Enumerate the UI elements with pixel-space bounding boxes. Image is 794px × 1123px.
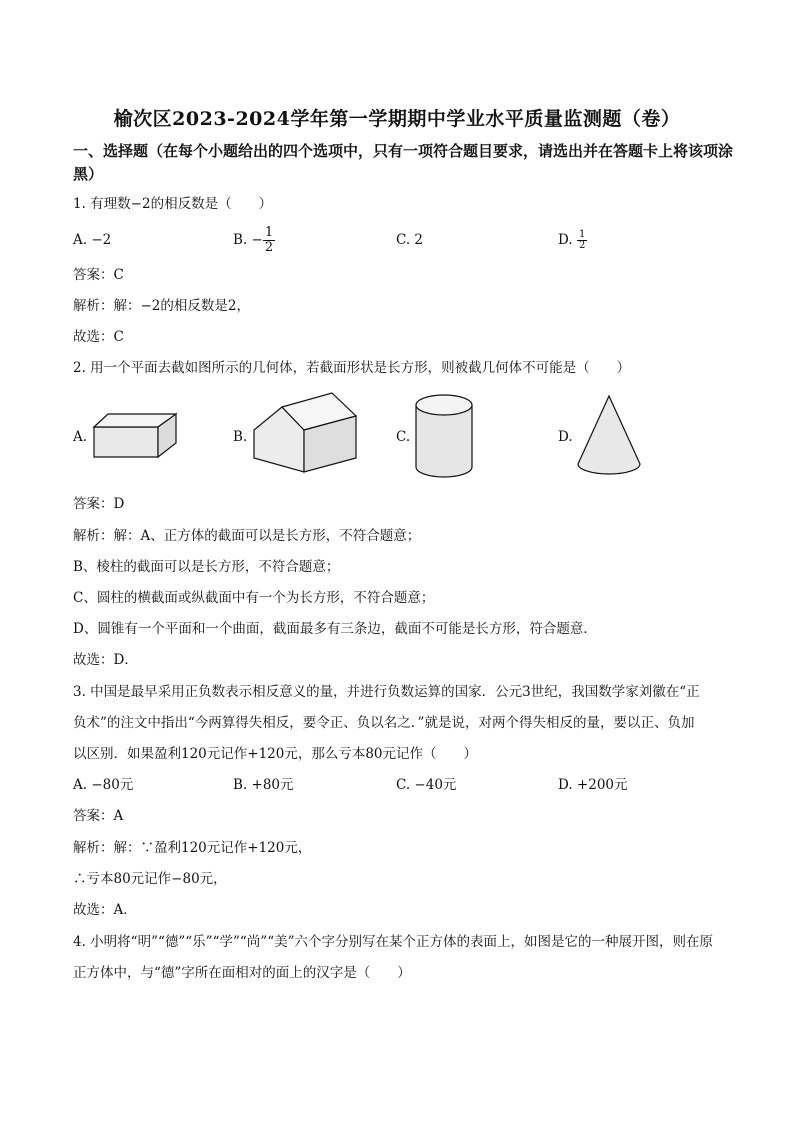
q3-analysis-1: 解析：解：∵盈利120元记作+120元， (73, 840, 312, 856)
q2-analysis-b: B、棱柱的截面可以是长方形，不符合题意； (73, 559, 340, 575)
q3-option-b: B. +80元 (233, 777, 294, 793)
q1-option-b-prefix: B. − (233, 232, 263, 248)
q1-option-b (233, 222, 275, 258)
q1-option-b-denominator: 2 (264, 240, 274, 255)
q3-option-c: C. −40元 (396, 777, 457, 793)
cone-figure (576, 394, 642, 478)
q3-option-a: A. −80元 (73, 777, 134, 793)
q1-option-d (558, 226, 587, 254)
q2-option-b: B. (233, 429, 248, 445)
q2-analysis-d: D、圆锥有一个平面和一个曲面，截面最多有三条边，截面不可能是长方形，符合题意． (73, 621, 597, 637)
q3-answer: 答案：A (73, 808, 124, 824)
q2-answer: 答案：D (73, 496, 125, 512)
q1-option-a: A. −2 (73, 232, 112, 248)
q1-option-d-fraction (577, 230, 587, 251)
q1-option-b-fraction (263, 226, 275, 255)
q2-analysis-c: C、圆柱的横截面或纵截面中有一个为长方形，不符合题意； (73, 590, 435, 606)
q2-option-c: C. (396, 429, 411, 445)
q1-analysis: 解析：解：−2的相反数是2， (73, 298, 250, 314)
question-3-stem-line1: 3. 中国是最早采用正负数表示相反意义的量，并进行负数运算的国家．公元3世纪，我国数学家刘徽在“正 (73, 684, 700, 700)
q1-option-b-numerator: 1 (264, 225, 274, 240)
page-title: 榆次区2023-2024学年第一学期期中学业水平质量监测题（卷） (113, 108, 681, 130)
q1-option-d-denominator: 2 (578, 240, 586, 251)
q1-option-d-prefix: D. (558, 232, 577, 248)
question-3-stem-line3: 以区别．如果盈利120元记作+120元，那么亏本80元记作（ ） (73, 746, 478, 762)
q1-option-d-numerator: 1 (578, 229, 586, 240)
q1-conclusion: 故选：C (73, 329, 124, 345)
q2-option-d: D. (558, 429, 573, 445)
q1-answer: 答案：C (73, 267, 124, 283)
q3-conclusion: 故选：A． (73, 902, 137, 918)
q2-analysis-a: 解析：解：A、正方体的截面可以是长方形，不符合题意； (73, 528, 421, 544)
q1-option-c: C. 2 (396, 232, 424, 248)
question-1-stem: 1. 有理数−2的相反数是（ ） (73, 196, 273, 212)
cylinder-figure (414, 393, 474, 479)
question-4-stem-line2: 正方体中，与“德”字所在面相对的面上的汉字是（ ） (73, 965, 411, 981)
question-4-stem-line1: 4. 小明将“明”“德”“乐”“学”“尚”“美”六个字分别写在某个正方体的表面上，如图是它的一种展开图，则在原 (73, 934, 713, 950)
q2-option-a: A. (73, 429, 88, 445)
question-3-stem-line2: 负术”的注文中指出“今两算得失相反，要令正、负以名之．”就是说，对两个得失相反的量，要以正、负加 (73, 715, 695, 731)
q3-analysis-2: ∴亏本80元记作−80元， (73, 871, 227, 887)
q3-option-d: D. +200元 (558, 777, 628, 793)
section-heading: 一、选择题（在每个小题给出的四个选项中，只有一项符合题目要求，请选出并在答题卡上将该项涂黑） (73, 142, 734, 183)
cuboid-figure (92, 411, 182, 461)
prism-figure (252, 392, 362, 474)
question-2-stem: 2. 用一个平面去截如图所示的几何体，若截面形状是长方形，则被截几何体不可能是（ ） (73, 360, 631, 376)
q2-conclusion: 故选：D． (73, 652, 138, 668)
